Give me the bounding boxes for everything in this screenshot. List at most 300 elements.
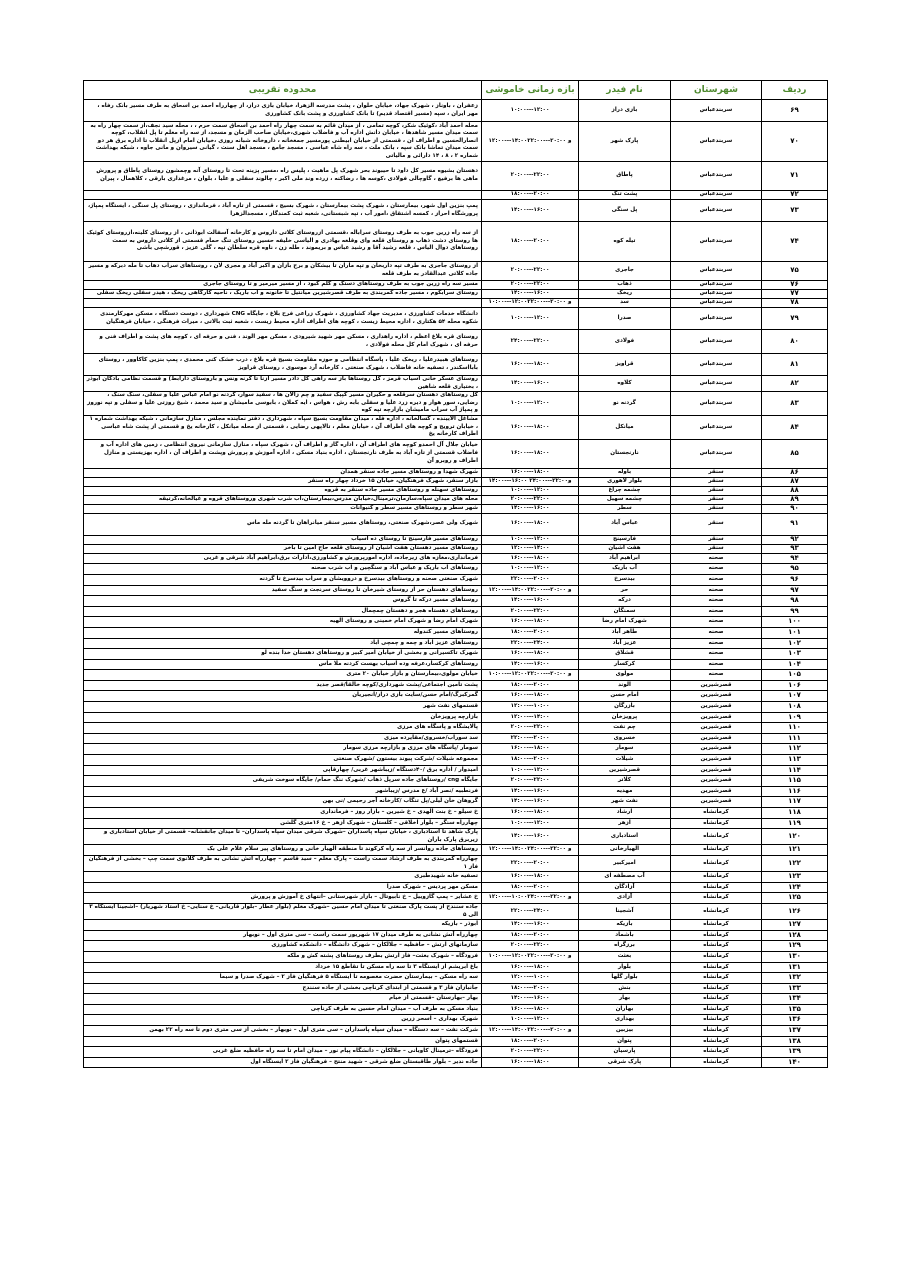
area-cell xyxy=(84,299,482,308)
outage-time-cell: ۱۶:۰۰---۱۸:۰۰ xyxy=(482,1057,579,1068)
feeder-cell: شیلات xyxy=(579,755,671,766)
table-row xyxy=(84,290,828,299)
area-cell: روستاهای جاده روانسر از سه راه کرکوند تا منطقه الهیار خانی و روستاهای پیر سلام غلام علی بک xyxy=(84,845,482,856)
area-cell: مسیر سه راه زرین جوب به طرف روستاهای دستگ و گلم کبود ، از مسیر میرمیر و تا روستای جاجری xyxy=(84,281,482,290)
city-cell: کرمانشاه xyxy=(671,920,762,931)
table-row xyxy=(84,818,828,829)
table-row xyxy=(84,553,828,564)
area-cell: شرکت نفت – سه دستگاه – میدان سپاه پاسداران – سی متری اول – نوبهار – بخشی از سی متری دوم تا سه راه ۲۲ بهمن xyxy=(84,1026,482,1037)
area-cell: محله های میدان سپاه،سازمان،ترمینال،خیابان مدرس،بیمارستان،اب شرب شهری وروستاهای قروه و غیالخانه،کرتیقه xyxy=(84,495,482,504)
row-number-cell: ۱۳۶ xyxy=(762,1015,828,1026)
feeder-cell: قشلاق xyxy=(579,649,671,660)
row-number-cell: ۱۰۶ xyxy=(762,680,828,691)
table-row xyxy=(84,951,828,962)
city-cell: سربندعباس xyxy=(671,262,762,281)
table-row xyxy=(84,872,828,883)
row-number-cell: ۹۶ xyxy=(762,574,828,585)
area-cell: روستاهای هبیدرعلیا ، ریخک علیا ، پاسگاه انتظامی و حوزه مقاومت بسیج قره بلاغ ، درب خشک کنی محمدی ، پمپ بنزین کاکاوور ، روستای بابااسکندر ، تصفیه خانه فاضلاب ، شهرک صنعتی ، کارخانه آرد موسوی ، روستای قراویز xyxy=(84,354,482,376)
outage-time-cell: ۱۶:۰۰---۱۸:۰۰ xyxy=(482,415,579,439)
table-row xyxy=(84,1026,828,1037)
city-cell: سربندعباس xyxy=(671,122,762,162)
city-cell: کرمانشاه xyxy=(671,1015,762,1026)
row-number-cell: ۸۶ xyxy=(762,468,828,477)
city-cell: قصرشیرین xyxy=(671,765,762,776)
feeder-cell: بلوار xyxy=(579,962,671,973)
feeder-cell: پشت تنگ xyxy=(579,191,671,200)
row-number-cell: ۱۱۲ xyxy=(762,744,828,755)
city-cell: کرمانشاه xyxy=(671,983,762,994)
row-number-cell: ۱۰۲ xyxy=(762,638,828,649)
area-cell: شهر سطر و روستاهای مسیر سطر و کنیوانات xyxy=(84,504,482,513)
area-cell: روستاهای اب باریک و عباس آباد و سنگچین و اب شرب صحنه xyxy=(84,564,482,575)
outage-time-cell: ۱۲:۰۰---۱۴:۰۰و ۲۰:۰۰---۲۲:۰۰ xyxy=(482,122,579,162)
city-cell: کرمانشاه xyxy=(671,941,762,952)
row-number-cell: ۸۹ xyxy=(762,495,828,504)
table-row xyxy=(84,122,828,162)
feeder-cell: کلاوه xyxy=(579,376,671,392)
outage-time-cell: ۱۸:۰۰---۲۰:۰۰ xyxy=(482,983,579,994)
area-cell: گروهان خان لیلی/پل تنگاب /کارخانه آجر رحیمی /نی بهن xyxy=(84,797,482,808)
outage-time-cell: ۱۶:۰۰---۱۸:۰۰ xyxy=(482,354,579,376)
table-row xyxy=(84,733,828,744)
area-cell: بازار سنقر، شهرک فرهنگیان، خیابان ۱۵ خرداد چهار راه سنقر xyxy=(84,477,482,486)
table-row xyxy=(84,855,828,871)
table-row xyxy=(84,829,828,845)
area-cell: روستاهای عزیز اباد و چمه و چمچی اباد xyxy=(84,638,482,649)
feeder-cell: آشجینا xyxy=(579,903,671,919)
city-cell: قصرشیرین xyxy=(671,712,762,723)
feeder-cell: سطر xyxy=(579,504,671,513)
outage-time-cell: ۱۴:۰۰---۱۶:۰۰ xyxy=(482,786,579,797)
outage-time-cell: ۲۰:۰۰---۲۲:۰۰ xyxy=(482,281,579,290)
area-cell: روستاهای مسیر دهستان هفت آشیان از روستای قلعه حاج امین تا باخر xyxy=(84,544,482,553)
outage-time-cell: ۲۰:۰۰---۲۲:۰۰ xyxy=(482,776,579,787)
city-cell: کرمانشاه xyxy=(671,882,762,893)
table-row xyxy=(84,744,828,755)
outage-time-cell: ۲۲:۰۰---۲۴:۰۰ xyxy=(482,638,579,649)
outage-time-cell: ۱۰:۰۰---۱۲:۰۰ xyxy=(482,564,579,575)
table-row xyxy=(84,617,828,628)
city-cell: صحنه xyxy=(671,670,762,681)
feeder-cell: بعثت xyxy=(579,951,671,962)
area-cell: روستاهای کرکسار،عرفه وده اسیاب بهست کردنه ملا ماس xyxy=(84,659,482,670)
feeder-cell: پتوان xyxy=(579,1036,671,1047)
city-cell: صحنه xyxy=(671,649,762,660)
city-cell: سنقر xyxy=(671,513,762,535)
area-cell: بنیاد مسکن به طرف آب – میدان امام حسین به طرف کرناچی xyxy=(84,1004,482,1015)
outage-time-cell: ۲۰:۰۰---۲۲:۰۰ xyxy=(482,723,579,734)
feeder-cell: سمنگان xyxy=(579,606,671,617)
table-row xyxy=(84,162,828,191)
row-number-cell: ۱۳۰ xyxy=(762,951,828,962)
feeder-cell: پاطاق xyxy=(579,162,671,191)
table-row xyxy=(84,308,828,330)
outage-time-cell: ۱۶:۰۰---۱۸:۰۰ xyxy=(482,808,579,819)
table-row xyxy=(84,477,828,486)
area-cell: چهارراه کمربندی به طرف ارشاد سمت راست – پارک معلم – سید قاسم – چهارراه آتش نشانی به طرف کلانوی سمت چپ – بخشی از فرهنگیان فاز ۱ xyxy=(84,855,482,871)
city-cell: سنقر xyxy=(671,504,762,513)
feeder-cell: فولادی xyxy=(579,330,671,354)
feeder-cell: پرویزخان xyxy=(579,712,671,723)
row-number-cell: ۱۲۴ xyxy=(762,882,828,893)
outage-time-cell: ۱۶:۰۰---۱۸:۰۰ xyxy=(482,649,579,660)
outage-time-cell: ۱۴:۰۰---۱۶:۰۰ xyxy=(482,290,579,299)
header-area: محدوده تقریبی xyxy=(84,81,482,100)
header-city: شهرستان xyxy=(671,81,762,100)
feeder-cell: بازیکه xyxy=(579,920,671,931)
area-cell: محله احمد آباد ،کوئیک شکر، کوچه تمامی ، از میدان قائم به سمت چهار راه احمد بن اسحاق سمت حرم ، ، محله سید نجف،از سمت چهار راه به سمت میدان مسیر شاهدها ، خیابان دانش اداره آب و فاضلاب شهری،خیابان صاحب الزمان و مسجد، از سه راه معلم تا پل انقلاب، کوچه انصارالحسین و اطراف ان ، قسمتی از خیابان ابیطنی پورمسیر جمعخانه ، داروخانه شبانه روزی ،خیابان امام ازپل انقلاب تا اداره برق هر دو سمت میدان تماشا بانک سپه ، بانک ملت ، سه راه شاه عباسی ، مسجد جامع ، مسجد اهل سنت ، گیانی سیروان و مانی جاوه ، شبکه بهداشت شماره ۲ ، ۸ ، ۱۴ دارائی و مالیاتی xyxy=(84,122,482,162)
city-cell: سربندعباس xyxy=(671,376,762,392)
feeder-cell: برزگراه xyxy=(579,941,671,952)
feeder-cell: هفت آشیان xyxy=(579,544,671,553)
table-row xyxy=(84,920,828,931)
table-row xyxy=(84,564,828,575)
area-cell: روستای سرابکوم ، مسیر جاده کمربندی به طرف قصرشیرین میانتیل تا خانونه و اب باریک ، ناحیه کارگاهی ریخک ، هیدر سفلی ریخک سفلی xyxy=(84,290,482,299)
row-number-cell: ۱۲۷ xyxy=(762,920,828,931)
city-cell: کرمانشاه xyxy=(671,951,762,962)
row-number-cell: ۱۰۳ xyxy=(762,649,828,660)
city-cell: کرمانشاه xyxy=(671,855,762,871)
feeder-cell: درکه xyxy=(579,596,671,607)
feeder-cell: شهرک امام رضا xyxy=(579,617,671,628)
row-number-cell: ۱۱۵ xyxy=(762,776,828,787)
outage-time-cell: ۱۶:۰۰---۱۸:۰۰ xyxy=(482,872,579,883)
feeder-cell: چم نفت xyxy=(579,723,671,734)
outage-time-cell: ۱۶:۰۰---۱۸:۰۰ xyxy=(482,468,579,477)
table-row xyxy=(84,797,828,808)
outage-time-cell: ۱۸:۰۰---۲۰:۰۰ xyxy=(482,882,579,893)
row-number-cell: ۷۸ xyxy=(762,299,828,308)
outage-time-cell: ۱۲:۰۰---۱۰:۰۰و ۲۲:۰۰---۲۴:۰۰ xyxy=(482,893,579,904)
table-row xyxy=(84,765,828,776)
outage-time-cell: ۱۶:۰۰---۱۸:۰۰ xyxy=(482,744,579,755)
table-row xyxy=(84,1036,828,1047)
city-cell: قصرشیرین xyxy=(671,723,762,734)
city-cell: سنقر xyxy=(671,544,762,553)
row-number-cell: ۱۰۰ xyxy=(762,617,828,628)
area-cell: جاده سنندج از پست پارک صنعتی تا میدان امام حسین –شهرک معلم (بلوار عطار –بلوار قاریانی– خ سنایی– خ استاد شهریار) –آشجینا ایستگاه ۳ الی ۵ xyxy=(84,903,482,919)
table-row xyxy=(84,544,828,553)
table-header-row xyxy=(84,81,828,100)
city-cell: سربندعباس xyxy=(671,162,762,191)
table-row xyxy=(84,262,828,281)
row-number-cell: ۷۹ xyxy=(762,308,828,330)
outage-time-cell: ۱۲:۰۰---۱۴:۰۰ xyxy=(482,544,579,553)
row-number-cell: ۱۳۲ xyxy=(762,973,828,984)
city-cell: سنقر xyxy=(671,477,762,486)
area-cell: شهرک امام رضا و شهرک امام خمینی و روستای الهیه xyxy=(84,617,482,628)
city-cell: سنقر xyxy=(671,486,762,495)
feeder-cell: باشماد xyxy=(579,930,671,941)
feeder-cell: تیله کوه xyxy=(579,222,671,262)
area-cell: شهرک شهدا و روستاهای مسیر جاده سنقر همدان xyxy=(84,468,482,477)
table-row xyxy=(84,680,828,691)
row-number-cell: ۹۴ xyxy=(762,553,828,564)
table-row xyxy=(84,776,828,787)
city-cell: سربندعباس xyxy=(671,415,762,439)
city-cell: کرمانشاه xyxy=(671,893,762,904)
city-cell: صحنه xyxy=(671,617,762,628)
feeder-cell: حر xyxy=(579,585,671,596)
outage-time-cell: ۱۶:۰۰---۱۸:۰۰ xyxy=(482,617,579,628)
area-cell xyxy=(84,191,482,200)
feeder-cell: بیزبین xyxy=(579,1026,671,1037)
row-number-cell: ۸۵ xyxy=(762,439,828,468)
row-number-cell: ۱۳۳ xyxy=(762,983,828,994)
area-cell: خیابان جلال آل احمدو کوچه های اطراف آن ، اداره گاز و اطراف آن ، شهرک سپاه ، منازل سازمانی نیروی انتظامی ، زمین های اداره آب و فاضلاب قسمتی از تازه آباد به طرف نارنجستان ، اداره بنیاد مسکن ، اداره آموزش و پرورش وپشت و اطراف آن ، اداره بهزیستی و منازل اطراف و روبرو آن xyxy=(84,439,482,468)
feeder-cell: الوند xyxy=(579,680,671,691)
row-number-cell: ۱۱۰ xyxy=(762,723,828,734)
table-row xyxy=(84,670,828,681)
outage-time-cell: ۱۲:۰۰---۱۴:۰۰ xyxy=(482,712,579,723)
feeder-cell: بهاران xyxy=(579,1004,671,1015)
row-number-cell: ۱۱۱ xyxy=(762,733,828,744)
feeder-cell: قراویز xyxy=(579,354,671,376)
city-cell: کرمانشاه xyxy=(671,903,762,919)
area-cell: خ سیلو – خ بنت الهدی – خ شیرین – بازار روز – فرمانداری xyxy=(84,808,482,819)
outage-time-cell: ۱۸:۰۰---۲۰:۰۰ xyxy=(482,191,579,200)
feeder-cell: طاهر آباد xyxy=(579,627,671,638)
area-cell: شهرک ولی عصر،شهرک صنعتی، روستاهای مسیر سنقر میانراهان تا گردنه مله ماس xyxy=(84,513,482,535)
row-number-cell: ۹۲ xyxy=(762,535,828,544)
row-number-cell: ۱۱۹ xyxy=(762,818,828,829)
row-number-cell: ۱۲۹ xyxy=(762,941,828,952)
outage-time-cell: ۱۸:۰۰---۲۰:۰۰ xyxy=(482,755,579,766)
city-cell: قصرشیرین xyxy=(671,797,762,808)
feeder-cell: عزیز آباد xyxy=(579,638,671,649)
area-cell: دانشگاه خدمات کشاورزی ، مدیریت جهاد کشاورزی ، شهرک زراعی فرح بلاغ ، جایگاه CNG شهرداری ، دوست دستگاه ، مسکن مهرکارمندی شکوه محله ۵۴ هکتاری ، اداره محیط زیست ، کوچه های اطراف اداره محیط زیست ، شعبه ثبت بالاتی ، میراث فرهنگی ، خیابان فرهنگیان xyxy=(84,308,482,330)
row-number-cell: ۱۰۸ xyxy=(762,702,828,713)
feeder-cell: فارسینج xyxy=(579,535,671,544)
row-number-cell: ۱۳۱ xyxy=(762,962,828,973)
row-number-cell: ۹۱ xyxy=(762,513,828,535)
feeder-cell: کرکسار xyxy=(579,659,671,670)
feeder-cell: امام حسن xyxy=(579,691,671,702)
row-number-cell: ۸۲ xyxy=(762,376,828,392)
outage-time-cell: ۱۸:۰۰---۲۰:۰۰ xyxy=(482,680,579,691)
feeder-cell: استادباری xyxy=(579,829,671,845)
row-number-cell: ۱۲۰ xyxy=(762,829,828,845)
row-number-cell: ۷۷ xyxy=(762,290,828,299)
area-cell: فرمانداری،مغازه های زیرجاده، اداره امورپرورش و کشاورزی،ادارات برق،ابراهیم آباد شرقی و غربی xyxy=(84,553,482,564)
outage-time-cell: ۱۰:۰۰---۱۲:۰۰ xyxy=(482,818,579,829)
outage-time-cell: ۲۰:۰۰---۲۲:۰۰ xyxy=(482,495,579,504)
outage-time-cell: ۱۴:۰۰---۱۶:۰۰ xyxy=(482,376,579,392)
outage-time-cell: ۱۲:۰۰---۱۰:۰۰ xyxy=(482,973,579,984)
feeder-cell: ازهر xyxy=(579,818,671,829)
outage-time-cell: ۲۲:۰۰---۲۴:۰۰ xyxy=(482,903,579,919)
table-row xyxy=(84,1015,828,1026)
feeder-cell: چشمه چراغ xyxy=(579,486,671,495)
table-row xyxy=(84,1004,828,1015)
feeder-cell: عباس آباد xyxy=(579,513,671,535)
table-row xyxy=(84,222,828,262)
table-row xyxy=(84,468,828,477)
row-number-cell: ۱۱۷ xyxy=(762,797,828,808)
row-number-cell: ۹۸ xyxy=(762,596,828,607)
area-cell: مجموعه شیلات /شرکت پیوند بیستون /شهرک صنعتی xyxy=(84,755,482,766)
table-row xyxy=(84,299,828,308)
table-row xyxy=(84,786,828,797)
feeder-cell: امیرکبیر xyxy=(579,855,671,871)
feeder-cell: بلوار گلها xyxy=(579,973,671,984)
city-cell: صحنه xyxy=(671,585,762,596)
table-row xyxy=(84,882,828,893)
city-cell: سربندعباس xyxy=(671,290,762,299)
table-row xyxy=(84,376,828,392)
row-number-cell: ۸۱ xyxy=(762,354,828,376)
city-cell: سربندعباس xyxy=(671,439,762,468)
outage-time-cell: ۲۲:۰۰---۲۰:۰۰ xyxy=(482,574,579,585)
outage-time-cell: ۲۲:۰۰---۲۰:۰۰ xyxy=(482,733,579,744)
city-cell: کرمانشاه xyxy=(671,1026,762,1037)
city-cell: قصرشیرین xyxy=(671,733,762,744)
table-row xyxy=(84,893,828,904)
table-row xyxy=(84,691,828,702)
outage-time-cell: ۱۰:۰۰---۱۲:۰۰ xyxy=(482,535,579,544)
outage-time-cell: ۲۲:۰۰---۲۰:۰۰ xyxy=(482,855,579,871)
outage-time-cell: ۱۲:۰۰---۱۴:۰۰و ۲۰:۰۰---۲۲:۰۰ xyxy=(482,585,579,596)
feeder-cell: ذهاب xyxy=(579,281,671,290)
feeder-cell: مولوی xyxy=(579,670,671,681)
feeder-cell: صدرا xyxy=(579,308,671,330)
row-number-cell: ۸۷ xyxy=(762,477,828,486)
row-number-cell: ۱۰۹ xyxy=(762,712,828,723)
area-cell: فرودگاه – شهرک بعثت– فاز ارتش بطرف روستاهای پشته کش و ملکه xyxy=(84,951,482,962)
feeder-cell: گردنه نو xyxy=(579,392,671,416)
table-row xyxy=(84,281,828,290)
city-cell: قصرشیرین xyxy=(671,744,762,755)
city-cell: قصرشیرین xyxy=(671,702,762,713)
feeder-cell: چشمه سهیل xyxy=(579,495,671,504)
feeder-cell: ریخک xyxy=(579,290,671,299)
feeder-cell: قصرشیرین xyxy=(579,765,671,776)
area-cell: زعفران ، باوناز ، شهرک جهاد، خیابان حلوان ، پشت مدرسه الزهرا، خیابان بازی دراز، از چهارراه احمد بن اسحاق به طرف مسیر بانک رفاه ، مهر ایران ، سپه (مسیر اقتصاد قدیم) تا بانک کشاورزی و پشت بانک کشاورزی xyxy=(84,100,482,122)
row-number-cell: ۱۲۸ xyxy=(762,930,828,941)
row-number-cell: ۱۱۶ xyxy=(762,786,828,797)
row-number-cell: ۹۹ xyxy=(762,606,828,617)
area-cell: مسکن مهر پردیس – شهرک صدرا xyxy=(84,882,482,893)
table-row xyxy=(84,702,828,713)
table-row xyxy=(84,535,828,544)
table-body xyxy=(84,100,828,1068)
row-number-cell: ۱۲۶ xyxy=(762,903,828,919)
area-cell: امیدوار / اداره برق /۴۰دستگاه /زیباشهر غربی/ چهارقاپی xyxy=(84,765,482,776)
city-cell: صحنه xyxy=(671,659,762,670)
outage-time-cell: ۱۰:۰۰---۱۲:۰۰ xyxy=(482,486,579,495)
feeder-cell: کلاتر xyxy=(579,776,671,787)
row-number-cell: ۱۰۱ xyxy=(762,627,828,638)
feeder-cell: مهدیه xyxy=(579,786,671,797)
city-cell: سنقر xyxy=(671,468,762,477)
table-row xyxy=(84,649,828,660)
header-feeder: نام فیدر xyxy=(579,81,671,100)
outage-time-cell: ۱۲:۰۰---۱۰:۰۰ xyxy=(482,702,579,713)
area-cell: روستای عسکر خانی آسیاب قرمز ، کل روستاها باز سه راهی کل دادر مسیر ازنا تا کرنه ونس و باروستای دارابط) و قسمت نظامی بادگان ابوذر ، بختیاری قلعه شاهین xyxy=(84,376,482,392)
feeder-cell: پارسیان xyxy=(579,1047,671,1058)
outage-time-cell: ۱۴:۰۰---۱۶:۰۰ xyxy=(482,994,579,1005)
table-row xyxy=(84,191,828,200)
feeder-cell: ابراهیم آباد xyxy=(579,553,671,564)
city-cell: سربندعباس xyxy=(671,354,762,376)
row-number-cell: ۸۸ xyxy=(762,486,828,495)
row-number-cell: ۱۳۸ xyxy=(762,1036,828,1047)
feeder-cell: آب مصطفه ای xyxy=(579,872,671,883)
row-number-cell: ۹۳ xyxy=(762,544,828,553)
table-row xyxy=(84,596,828,607)
row-number-cell: ۷۱ xyxy=(762,162,828,191)
row-number-cell: ۶۹ xyxy=(762,100,828,122)
area-cell: از سه راه زرین جوب به طرف روستای سراباله ،قسمتی ازروستای کلاتی داروس و کارخانه آسفالت ابوذانی ، از روستای کلینه،ازروستای کوئیک ها روستای دشت ذهاب و روستای قلعه وای وقلعه بهادری و الیاسی خلیفه حسین روستای تنگ حمام قسمتی از کلاتی داروس به سمت روستاهای دوال الیاس ، قلعه رشید آقا و رشید عباس و بریموند ، طله زن ، ناوه قره سلطان تپه ، گلی عزیز ، قورشچی باشی xyxy=(84,222,482,262)
table-row xyxy=(84,903,828,919)
outage-time-cell: ۱۶:۰۰---۱۸:۰۰ xyxy=(482,691,579,702)
row-number-cell: ۱۱۴ xyxy=(762,765,828,776)
city-cell: سربندعباس xyxy=(671,191,762,200)
area-cell: قستمهای نفت شهر xyxy=(84,702,482,713)
outage-time-cell: ۱۸:۰۰---۲۰:۰۰ xyxy=(482,222,579,262)
table-row xyxy=(84,486,828,495)
outage-time-cell: ۲۰:۰۰---۲۲:۰۰ xyxy=(482,606,579,617)
city-cell: سربندعباس xyxy=(671,299,762,308)
header-row-number: ردیف xyxy=(762,81,828,100)
table-row xyxy=(84,439,828,468)
table-row xyxy=(84,723,828,734)
area-cell: کل روستاهای دهستان سرقلعه و حکیران مسیر کپیک سفید و چم زالان ها ، سفید سوار، گردنه نو آمام عباس علیا و سفلی، سنگ سنگ ، رضایی، سور هوار و دیره زرد علیا و سفلی بابه رش ، هواس ، ایه کملان ، بابوسی مامیشان و سید محمد ، شیخ روزتی علیا و سفلی و تپه نوروز و پمپاژ آب سراب مامیشان بازارچه تپه کوه xyxy=(84,392,482,416)
outage-time-cell: ۲۰:۰۰---۲۲:۰۰ xyxy=(482,941,579,952)
outage-time-cell: ۱۸:۰۰---۲۰:۰۰ xyxy=(482,1036,579,1047)
city-cell: صحنه xyxy=(671,596,762,607)
feeder-cell: آب باریک xyxy=(579,564,671,575)
feeder-cell: بازی دراز xyxy=(579,100,671,122)
area-cell: شهرک بهداری – اسحر زرین xyxy=(84,1015,482,1026)
row-number-cell: ۷۳ xyxy=(762,200,828,222)
row-number-cell: ۱۰۴ xyxy=(762,659,828,670)
outage-time-cell: ۱۸:۰۰---۲۰:۰۰ xyxy=(482,627,579,638)
area-cell: گمرکبرگ/امام حسن/سایت بازی دراز/انجیریان xyxy=(84,691,482,702)
feeder-cell: الهیارخانی xyxy=(579,845,671,856)
area-cell: ابوذر – بازیکه xyxy=(84,920,482,931)
table-row xyxy=(84,574,828,585)
area-cell: روستاهای دهستان حر از روستای شیرخان تا روستای سرنجت و سنگ سفید xyxy=(84,585,482,596)
row-number-cell: ۹۵ xyxy=(762,564,828,575)
row-number-cell: ۱۱۳ xyxy=(762,755,828,766)
table-row xyxy=(84,973,828,984)
area-cell: فرنطبیه /نصر آباد /ع مدرس /زیباشهر xyxy=(84,786,482,797)
city-cell: کرمانشاه xyxy=(671,872,762,883)
table-row xyxy=(84,808,828,819)
area-cell: باغ ابریشم از ایستگاه ۳ تا سه راه مسکن تا تقاطع ۱۵ خرداد xyxy=(84,962,482,973)
feeder-cell: باوله xyxy=(579,468,671,477)
row-number-cell: ۷۶ xyxy=(762,281,828,290)
city-cell: کرمانشاه xyxy=(671,962,762,973)
city-cell: کرمانشاه xyxy=(671,994,762,1005)
outage-time-cell: ۱۶:۰۰---۱۸:۰۰ xyxy=(482,1004,579,1015)
table-row xyxy=(84,495,828,504)
table-row xyxy=(84,392,828,416)
feeder-cell: بنش xyxy=(579,983,671,994)
area-cell: روستاهای دهستاه هجر و دهستان چمچمال xyxy=(84,606,482,617)
city-cell: صحنه xyxy=(671,606,762,617)
area-cell: مشاغل آلایینده ، گسالخانه ، اداره فله ، میدان مقاومت بسیج سپاه ، شهرداری ، دفتر نماینده مجلس ، منازل سازمانی ، شبکه بهداشت شماره ۱ ، خیابان ترویج و کوچه های اطراف آن ، خیابان معلم ، تالاپهی رضایی ، قسمتی از محله میانکل ، کارخانه یخ و قسمتی از پشت شاه عباسی اطراف کارخانه یخ xyxy=(84,415,482,439)
area-cell: پارک شاهد تا استادباری ، خیابان سپاه پاسداران –شهرک شرقی میدان سپاه پاسداران– تا میدان جانفشانه– قسمتی از خیابان استادباری و زیربرق پارک باران xyxy=(84,829,482,845)
table-row xyxy=(84,930,828,941)
city-cell: قصرشیرین xyxy=(671,691,762,702)
area-cell: روستای قره بلاغ اعظم ، اداره راهداری ، مسکن مهر شهید شیرودی ، مسکن مهر الوند ، فنی و حرفه ای ، کوچه های پشت و اطراف فنی و حرفه ای ، شهرک امام کل محله فولادی ، xyxy=(84,330,482,354)
feeder-cell: نفت شهر xyxy=(579,797,671,808)
feeder-cell: پارک شرقی xyxy=(579,1057,671,1068)
row-number-cell: ۱۲۲ xyxy=(762,855,828,871)
area-cell: سومار /پاسگاه های مرزی و بازارچه مرزی سومار xyxy=(84,744,482,755)
